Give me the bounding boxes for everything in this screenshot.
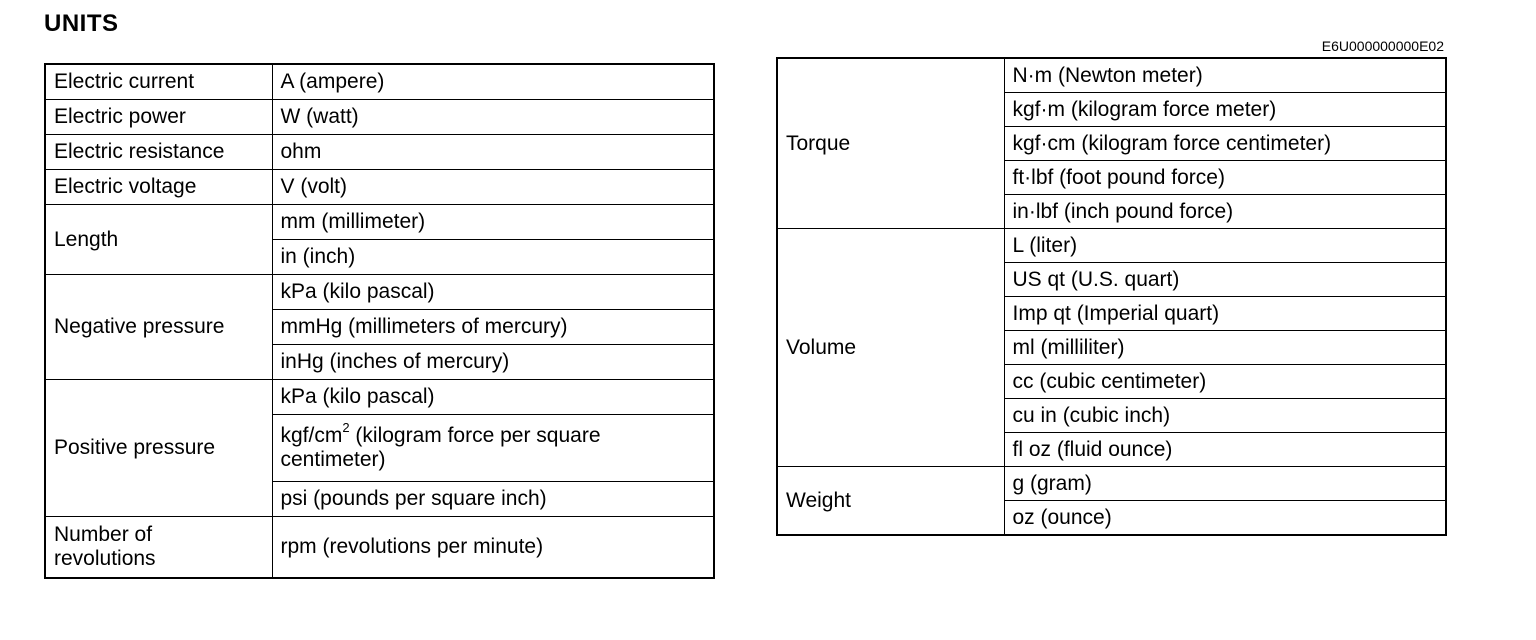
unit-cell: g (gram) [1004, 467, 1446, 501]
quantity-cell: Electric voltage [45, 170, 272, 205]
unit-cell: mmHg (millimeters of mercury) [272, 310, 714, 345]
unit-cell: kPa (kilo pascal) [272, 275, 714, 310]
quantity-text: Number of [54, 523, 153, 546]
unit-cell: rpm (revolutions per minute) [272, 517, 714, 579]
unit-cell: Imp qt (Imperial quart) [1004, 297, 1446, 331]
units-table-left [44, 63, 715, 579]
unit-cell: L (liter) [1004, 229, 1446, 263]
unit-cell: oz (ounce) [1004, 501, 1446, 536]
table-row [45, 517, 714, 579]
unit-cell: inHg (inches of mercury) [272, 345, 714, 380]
unit-cell: ohm [272, 135, 714, 170]
table-row [777, 58, 1446, 93]
table-row [45, 64, 714, 100]
table-row [45, 275, 714, 310]
unit-cell: ml (milliliter) [1004, 331, 1446, 365]
unit-cell: cc (cubic centimeter) [1004, 365, 1446, 399]
unit-cell: W (watt) [272, 100, 714, 135]
page-title: UNITS [44, 10, 119, 37]
unit-cell: ft·lbf (foot pound force) [1004, 161, 1446, 195]
table-row [45, 135, 714, 170]
quantity-cell: Weight [777, 467, 1004, 536]
table-row [777, 467, 1446, 501]
unit-text: kgf/cm [280, 424, 343, 447]
unit-cell: V (volt) [272, 170, 714, 205]
unit-cell: N·m (Newton meter) [1004, 58, 1446, 93]
unit-cell: US qt (U.S. quart) [1004, 263, 1446, 297]
unit-text-suffix: (kilogram force per square [349, 424, 601, 447]
unit-cell: cu in (cubic inch) [1004, 399, 1446, 433]
table-row [45, 100, 714, 135]
unit-cell: kgf·cm (kilogram force centimeter) [1004, 127, 1446, 161]
unit-text-line2: centimeter) [280, 448, 386, 471]
table-row [45, 380, 714, 415]
document-code: E6U000000000E02 [1321, 38, 1444, 54]
table-row [45, 205, 714, 240]
quantity-cell: Length [45, 205, 272, 275]
unit-cell: fl oz (fluid ounce) [1004, 433, 1446, 467]
quantity-cell: Electric current [45, 64, 272, 100]
unit-cell [272, 415, 714, 482]
quantity-cell [45, 517, 272, 579]
quantity-cell: Positive pressure [45, 380, 272, 517]
units-table-right [776, 57, 1447, 536]
quantity-cell: Volume [777, 229, 1004, 467]
table-row [777, 229, 1446, 263]
unit-cell: in·lbf (inch pound force) [1004, 195, 1446, 229]
unit-cell: in (inch) [272, 240, 714, 275]
unit-cell: mm (millimeter) [272, 205, 714, 240]
unit-cell: A (ampere) [272, 64, 714, 100]
superscript: 2 [342, 420, 350, 435]
quantity-text-line2: revolutions [54, 547, 156, 570]
unit-cell: kgf·m (kilogram force meter) [1004, 93, 1446, 127]
quantity-cell: Electric power [45, 100, 272, 135]
unit-cell: psi (pounds per square inch) [272, 482, 714, 517]
quantity-cell: Torque [777, 58, 1004, 229]
table-row [45, 170, 714, 205]
quantity-cell: Negative pressure [45, 275, 272, 380]
quantity-cell: Electric resistance [45, 135, 272, 170]
unit-cell: kPa (kilo pascal) [272, 380, 714, 415]
